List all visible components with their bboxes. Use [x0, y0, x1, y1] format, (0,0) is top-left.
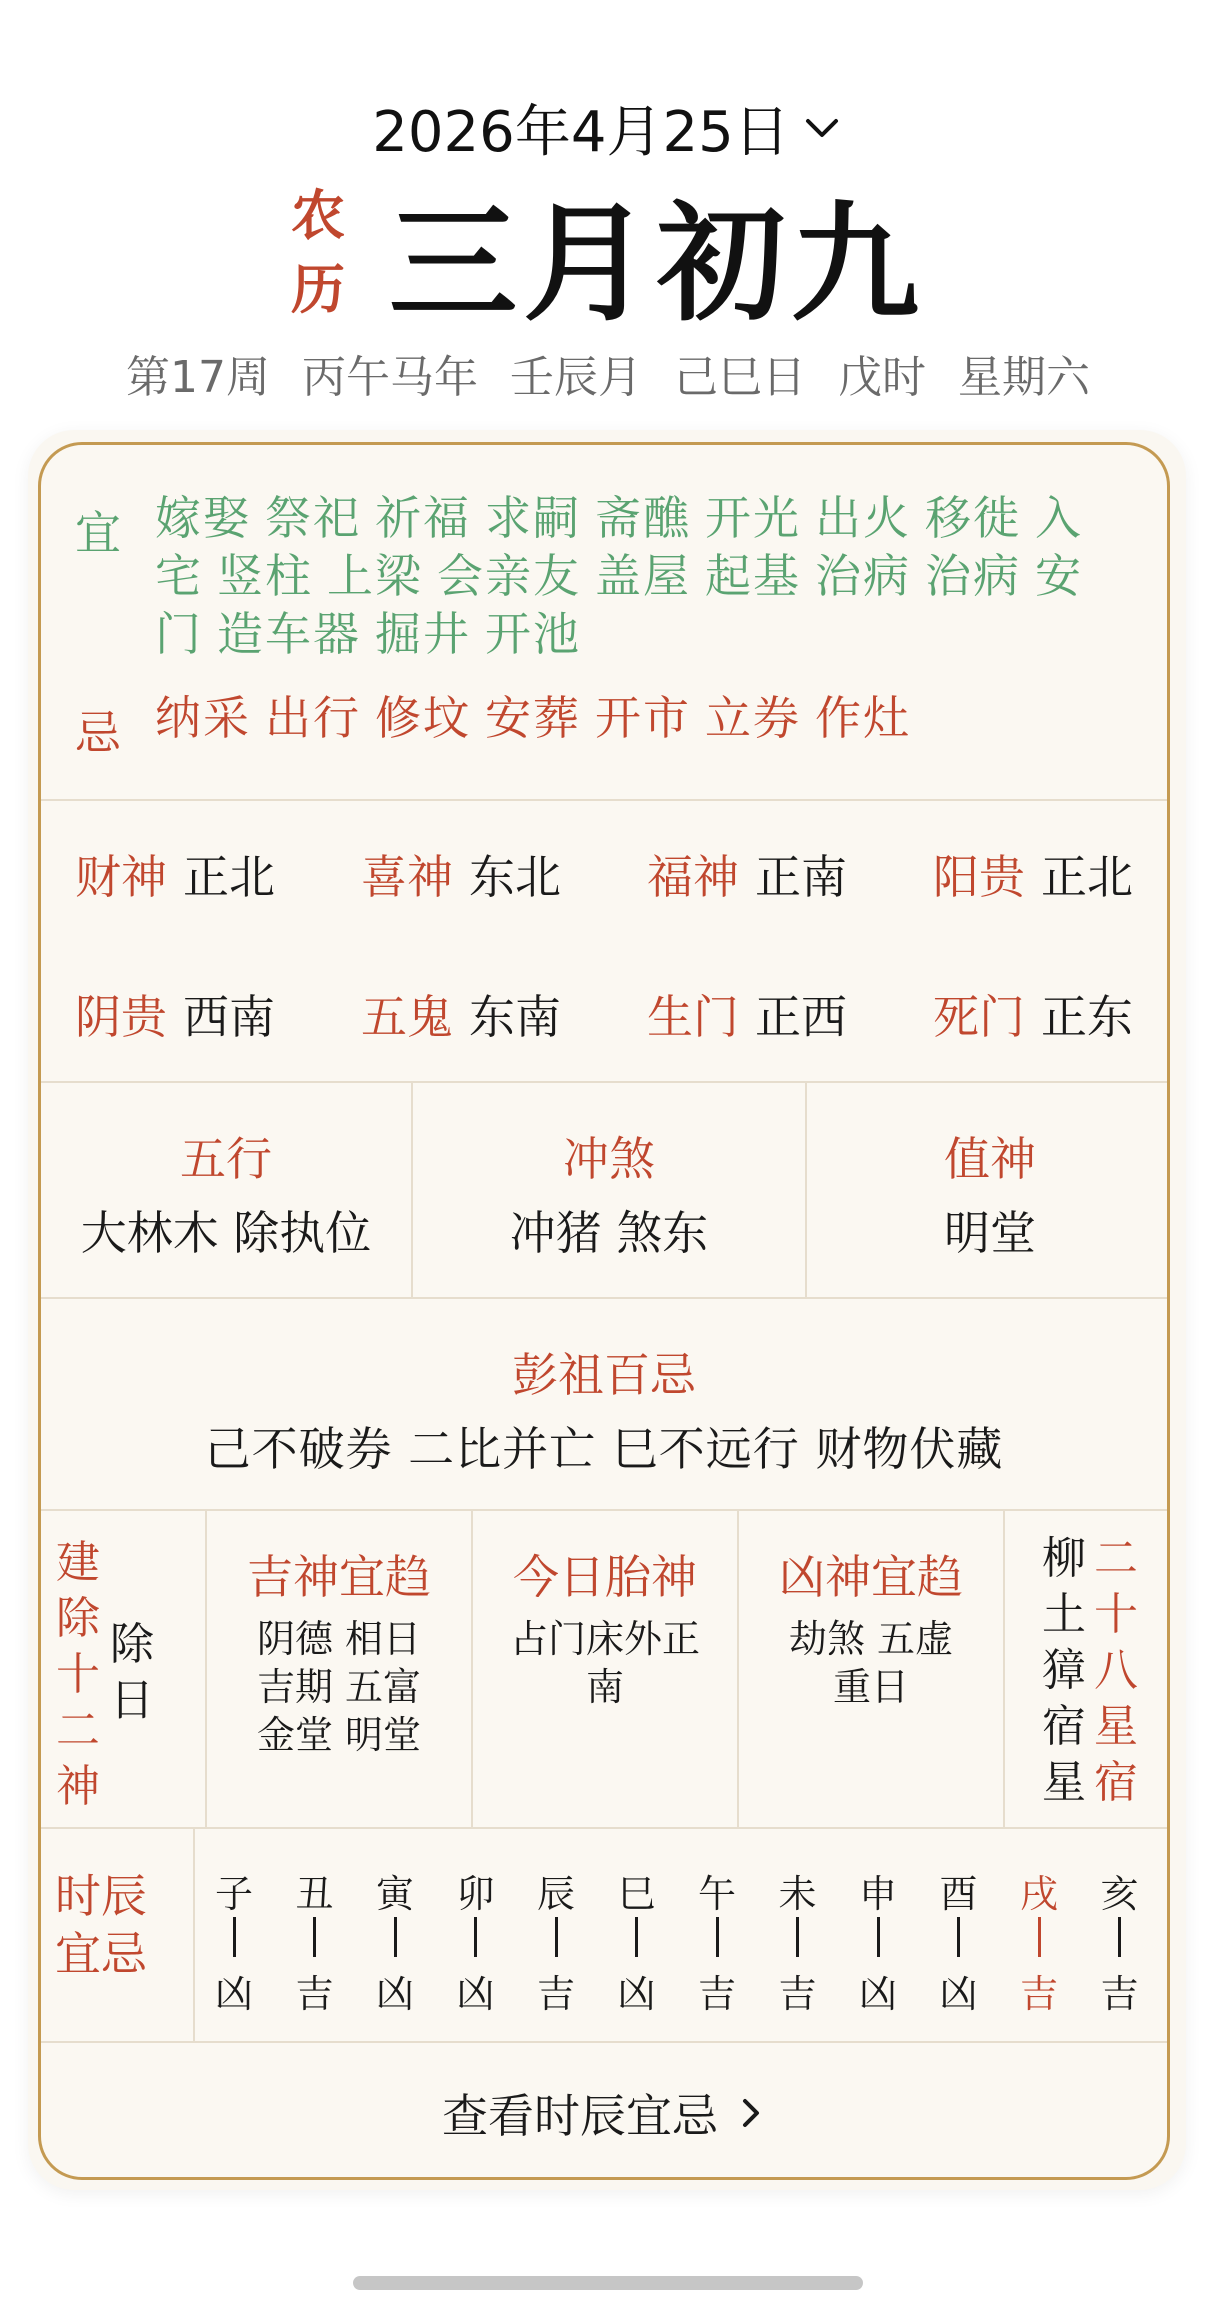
- jishen-title: 吉神宜趋: [247, 1550, 431, 1604]
- yi-item: 治病: [925, 549, 1021, 603]
- god-direction: [361, 841, 561, 907]
- pengzu-title: 彭祖百忌: [512, 1348, 696, 1402]
- god-direction: [647, 841, 847, 907]
- hour-jixiong: 吉: [778, 1972, 817, 2016]
- shen-section: [41, 1509, 1167, 1827]
- hour-zhi: 未: [778, 1872, 817, 1916]
- yi-label: 宜: [75, 506, 121, 560]
- hour-zhi: 巳: [617, 1872, 656, 1916]
- hour-item[interactable]: [370, 1863, 420, 2016]
- hour-separator: [233, 1917, 236, 1957]
- hour-jixiong: 凶: [456, 1972, 495, 2016]
- hour-zhi: 戌: [1019, 1872, 1058, 1916]
- god-name: 福神: [647, 850, 739, 904]
- hour-zhi: 子: [214, 1872, 253, 1916]
- jishen-line: 吉期 五富: [256, 1665, 422, 1709]
- hour-item[interactable]: [1095, 1863, 1145, 2016]
- yi-item: 求嗣: [485, 491, 581, 545]
- yi-item: 上梁: [327, 549, 423, 603]
- xiu-title-char: 二: [1094, 1533, 1138, 1584]
- jishen-line: 阴德 相日: [256, 1617, 422, 1661]
- jianchu-title-char: 二: [56, 1705, 100, 1756]
- xiu-title: [1093, 1531, 1139, 1811]
- hour-jixiong: 凶: [214, 1972, 253, 2016]
- hour-zhi: 午: [697, 1872, 736, 1916]
- yi-items: [155, 489, 1135, 663]
- yi-item: 安门: [155, 549, 1083, 661]
- hour-jixiong: 吉: [295, 1972, 334, 2016]
- ganzhi-month: 壬辰月: [510, 352, 642, 403]
- more-section: [41, 2041, 1167, 2180]
- yi-item: 嫁娶: [155, 491, 251, 545]
- jianchu-value-char: 日: [110, 1675, 154, 1726]
- yi-item: 祭祀: [265, 491, 361, 545]
- god-name: 死门: [933, 990, 1025, 1044]
- god-direction: [75, 841, 275, 907]
- god-direction: [647, 981, 847, 1047]
- god-value: 正北: [1041, 850, 1133, 904]
- god-name: 生门: [647, 990, 739, 1044]
- hour-separator: [877, 1917, 880, 1957]
- hour-separator: [635, 1917, 638, 1957]
- hour-item[interactable]: [934, 1863, 984, 2016]
- xiongshen-line: 劫煞 五虚: [788, 1617, 954, 1661]
- hour-zhi: 寅: [375, 1872, 414, 1916]
- yi-item: 竖柱: [217, 549, 313, 603]
- pengzu-value: 己不破券 二比并亡 巳不远行 财物伏藏: [204, 1422, 1004, 1476]
- xiu-title-char: 宿: [1094, 1757, 1138, 1808]
- hour-item[interactable]: [773, 1863, 823, 2016]
- yi-item: 斋醮: [595, 491, 691, 545]
- hour-separator: [1038, 1917, 1041, 1957]
- god-direction: [933, 841, 1133, 907]
- ji-item: 作灶: [815, 691, 911, 745]
- jianchu-value-char: 除: [110, 1619, 154, 1670]
- xiu-value-char: 星: [1042, 1757, 1086, 1808]
- hour-jixiong: 凶: [858, 1972, 897, 2016]
- god-name: 喜神: [361, 850, 453, 904]
- jianchu-title-char: 十: [56, 1649, 100, 1700]
- divider: [1003, 1511, 1005, 1827]
- hour-separator: [1118, 1917, 1121, 1957]
- yi-item: 开池: [485, 607, 581, 661]
- chevron-right-icon: [736, 2093, 766, 2133]
- pengzu-section: [41, 1297, 1167, 1509]
- jianchu-value: [109, 1617, 155, 1729]
- home-indicator[interactable]: [353, 2276, 863, 2290]
- xiu-value-char: 獐: [1042, 1645, 1086, 1696]
- zhishen-cell: [807, 1083, 1170, 1297]
- chongsha-cell: [413, 1083, 805, 1297]
- lunar-date: 三月初九: [388, 190, 925, 339]
- xiu-title-char: 星: [1094, 1701, 1138, 1752]
- yi-item: 移徙: [925, 491, 1021, 545]
- hour-zhi: 卯: [456, 1872, 495, 1916]
- god-value: 东南: [469, 990, 561, 1044]
- ji-item: 安葬: [485, 691, 581, 745]
- xiongshen-title: 凶神宜趋: [779, 1550, 963, 1604]
- almanac-card: [38, 442, 1170, 2180]
- hour-jixiong: 吉: [697, 1972, 736, 2016]
- hour-zhi: 丑: [295, 1872, 334, 1916]
- ji-item: 出行: [265, 691, 361, 745]
- god-name: 财神: [75, 850, 167, 904]
- hour-jixiong: 吉: [1019, 1972, 1058, 2016]
- hour-zhi: 辰: [536, 1872, 575, 1916]
- hours-section[interactable]: [41, 1827, 1167, 2041]
- yi-item: 盖屋: [595, 549, 691, 603]
- hour-separator: [313, 1917, 316, 1957]
- god-direction: [361, 981, 561, 1047]
- xiu-title-char: 十: [1094, 1589, 1138, 1640]
- lunar-date-block: [0, 168, 1216, 338]
- hour-item[interactable]: [1014, 1863, 1064, 2016]
- yi-item: 治病: [815, 549, 911, 603]
- lunar-tag-char: 历: [290, 258, 345, 321]
- god-value: 西南: [183, 990, 275, 1044]
- chongsha-value: 冲猪 煞东: [509, 1206, 709, 1260]
- xiu-value-char: 土: [1042, 1589, 1086, 1640]
- hour-separator: [555, 1917, 558, 1957]
- weekday: 星期六: [958, 352, 1090, 403]
- hours-label: [55, 1867, 185, 1983]
- ji-items: [155, 689, 1135, 747]
- god-direction: [933, 981, 1133, 1047]
- yi-item: 造车器: [217, 607, 361, 661]
- gods-directions: [41, 799, 1167, 1081]
- god-value: 正北: [183, 850, 275, 904]
- date-subinfo: [0, 338, 1216, 408]
- xiongshen-line: 重日: [832, 1665, 909, 1709]
- yi-item: 起基: [705, 549, 801, 603]
- hour-item[interactable]: [209, 1863, 259, 2016]
- hour-zhi: 亥: [1100, 1872, 1139, 1916]
- yi-item: 开光: [705, 491, 801, 545]
- zhishen-value: 明堂: [944, 1206, 1036, 1260]
- ji-label: 忌: [75, 706, 121, 760]
- hour-item[interactable]: [853, 1863, 903, 2016]
- hour-jixiong: 吉: [1100, 1972, 1139, 2016]
- taishen-line: 南: [585, 1665, 624, 1709]
- chongsha-title: 冲煞: [563, 1132, 655, 1186]
- hour-item[interactable]: [692, 1863, 742, 2016]
- jianchu-title-char: 除: [56, 1593, 100, 1644]
- taishen-line: 占门床外正: [509, 1617, 700, 1661]
- ji-item: 开市: [595, 691, 691, 745]
- view-hours-label: 查看时辰宜忌: [442, 2089, 718, 2143]
- hour-separator: [474, 1917, 477, 1957]
- god-name: 五鬼: [361, 990, 453, 1044]
- hour-jixiong: 凶: [617, 1972, 656, 2016]
- xiu-value-char: 宿: [1042, 1701, 1086, 1752]
- god-value: 正南: [755, 850, 847, 904]
- week-number: 第17周: [126, 352, 270, 403]
- yi-item: 入宅: [155, 491, 1083, 603]
- ji-item: 纳采: [155, 691, 251, 745]
- ganzhi-hour: 戊时: [838, 352, 926, 403]
- ganzhi-day: 己巳日: [674, 352, 806, 403]
- lunar-tag: [291, 179, 345, 327]
- hour-jixiong: 凶: [375, 1972, 414, 2016]
- hour-jixiong: 吉: [536, 1972, 575, 2016]
- jianchu-title: [55, 1535, 101, 1815]
- wuxing-chongsha-row: [41, 1081, 1167, 1297]
- hours-label-line: 时辰: [55, 1869, 147, 1923]
- ji-item: 修坟: [375, 691, 471, 745]
- view-hours-button[interactable]: [41, 2083, 1167, 2143]
- date-label: 2026年4月25日: [372, 100, 790, 165]
- hour-zhi: 酉: [939, 1872, 978, 1916]
- yi-item: 会亲友: [437, 549, 581, 603]
- date-picker[interactable]: [0, 88, 1216, 168]
- lunar-tag-char: 农: [290, 184, 345, 247]
- zhishen-title: 值神: [944, 1132, 1036, 1186]
- yi-ji-section: [41, 445, 1167, 799]
- jianchu-title-char: 神: [56, 1761, 100, 1812]
- chevron-down-icon: [800, 106, 844, 150]
- wuxing-cell: [41, 1083, 411, 1297]
- hour-item[interactable]: [451, 1863, 501, 2016]
- taishen-list: [473, 1615, 737, 1711]
- yi-item: 祈福: [375, 491, 471, 545]
- hour-item[interactable]: [290, 1863, 340, 2016]
- yi-item: 出火: [815, 491, 911, 545]
- god-name: 阴贵: [75, 990, 167, 1044]
- hours-label-line: 宜忌: [55, 1927, 147, 1981]
- hour-item[interactable]: [531, 1863, 581, 2016]
- hour-separator: [957, 1917, 960, 1957]
- hour-separator: [394, 1917, 397, 1957]
- hour-jixiong: 凶: [939, 1972, 978, 2016]
- xiu-title-char: 八: [1094, 1645, 1138, 1696]
- divider: [193, 1829, 195, 2041]
- taishen-title: 今日胎神: [513, 1550, 697, 1604]
- ji-item: 立券: [705, 691, 801, 745]
- xiu-value-char: 柳: [1042, 1533, 1086, 1584]
- jishen-line: 金堂 明堂: [256, 1713, 422, 1757]
- god-value: 东北: [469, 850, 561, 904]
- xiongshen-list: [739, 1615, 1003, 1711]
- jishen-list: [207, 1615, 471, 1759]
- wuxing-value: 大林木 除执位: [80, 1206, 372, 1260]
- ganzhi-year: 丙午马年: [302, 352, 478, 403]
- hour-zhi: 申: [858, 1872, 897, 1916]
- god-value: 正西: [755, 990, 847, 1044]
- god-name: 阳贵: [933, 850, 1025, 904]
- hour-item[interactable]: [612, 1863, 662, 2016]
- hour-separator: [796, 1917, 799, 1957]
- wuxing-title: 五行: [180, 1132, 272, 1186]
- jianchu-title-char: 建: [56, 1537, 100, 1588]
- hour-separator: [716, 1917, 719, 1957]
- god-value: 正东: [1041, 990, 1133, 1044]
- god-direction: [75, 981, 275, 1047]
- xiu-value: [1041, 1531, 1087, 1811]
- yi-item: 掘井: [375, 607, 471, 661]
